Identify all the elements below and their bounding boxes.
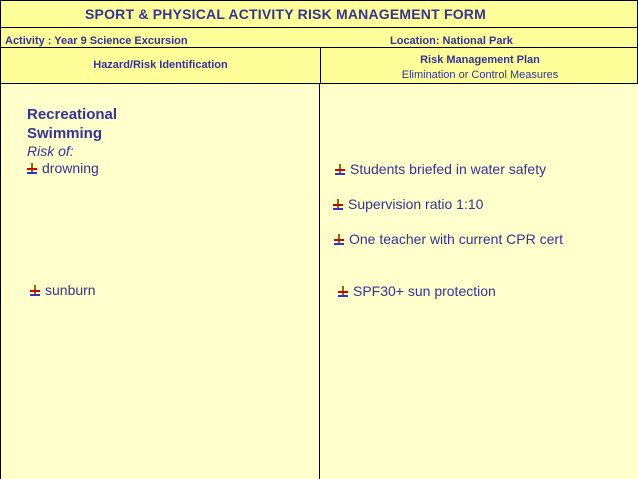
control-item-text: One teacher with current CPR cert	[349, 231, 563, 247]
risk-of-label: Risk of:	[27, 143, 74, 159]
control-item-sun-protection	[338, 283, 496, 299]
risk-item-text: sunburn	[45, 282, 96, 298]
control-item-cpr	[334, 231, 563, 247]
control-item-text: Supervision ratio 1:10	[348, 196, 484, 212]
activity-label: Activity : Year 9 Science Excursion	[5, 35, 188, 47]
location-label: Location: National Park	[390, 35, 513, 47]
bullet-icon	[334, 234, 344, 245]
hazard-title	[27, 105, 117, 143]
form-title: SPORT & PHYSICAL ACTIVITY RISK MANAGEMENT FORM	[85, 6, 486, 22]
bullet-icon	[27, 163, 37, 174]
plan-column-subheader: Elimination or Control Measures	[401, 69, 559, 81]
left-border	[0, 84, 1, 479]
bullet-icon	[335, 164, 345, 175]
bullet-icon	[338, 286, 348, 297]
plan-column-header: Risk Management Plan	[420, 54, 540, 66]
form-title-row	[0, 0, 638, 28]
column-divider	[319, 84, 320, 479]
risk-item-sunburn	[30, 282, 96, 298]
column-header-row	[0, 48, 638, 84]
hazard-title-line2: Swimming	[27, 125, 103, 142]
risk-item-drowning	[27, 160, 99, 176]
control-item-water-safety	[335, 161, 546, 177]
bullet-icon	[30, 285, 40, 296]
control-item-text: SPF30+ sun protection	[353, 283, 496, 299]
hazard-column-header: Hazard/Risk Identification	[93, 59, 228, 71]
control-item-supervision	[333, 196, 483, 212]
hazard-title-line1: Recreational	[27, 106, 118, 123]
info-row	[0, 28, 638, 48]
control-item-text: Students briefed in water safety	[350, 161, 547, 177]
risk-item-text: drowning	[42, 160, 99, 176]
bullet-icon	[333, 199, 343, 210]
